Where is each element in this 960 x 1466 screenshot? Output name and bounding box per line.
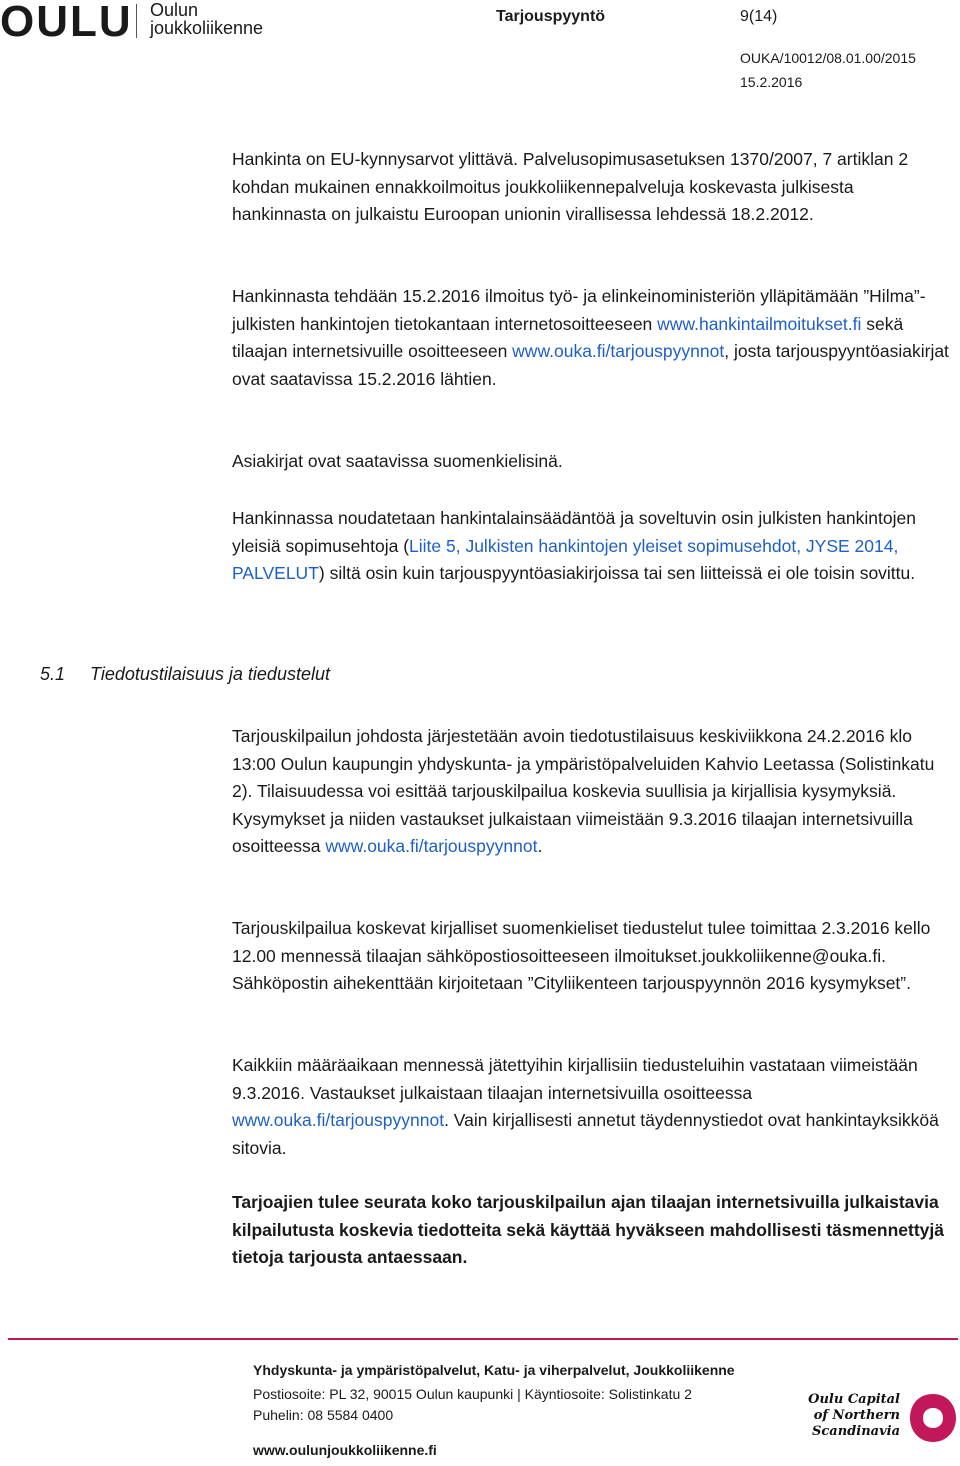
footer-phone: Puhelin: 08 5584 0400 [253, 1407, 394, 1423]
ouka-tarjouspyynnot-link[interactable]: www.ouka.fi/tarjouspyynnot [232, 1110, 445, 1130]
ouka-tarjouspyynnot-link[interactable]: www.ouka.fi/tarjouspyynnot [512, 341, 725, 361]
logo-divider [136, 4, 137, 38]
attachment-5-link[interactable]: Liite 5, Julkisten hankintojen yleiset sopimusehdot, JYSE 2014, PALVELUT [232, 535, 899, 583]
paragraph-text: Tarjoajien tulee seurata koko tarjouskilpailun ajan tilaajan internetsivuilla julkaistavia kilpailutusta koskevia tiedotteita sekä käyttää hyväkseen mahdollisesti täsmennettyjä tietoja tarjousta antaessaan. [232, 1192, 944, 1267]
paragraph-text: Tarjouskilpailun johdosta järjestetään avoin tiedotustilaisuus keskiviikkona 24.2.2016 klo 13:00 Oulun kaupungin yhdyskunta- ja ympäristöpalveluiden Kahvio Leetassa (Solistinkatu 2). Tilaisuudessa voi esittää tarjouskilpailua koskevia suullisia ja kirjallisia kysymyksiä. Kysymykset ja niiden vastaukset julkaistaan viimeistään 9.3.2016 tilaajan internetsivuilla osoitteessa [232, 726, 935, 856]
paragraph-text: Kaikkiin määräaikaan mennessä jätettyihin kirjallisiin tiedusteluihin vastataan viimeistään 9.3.2016. Vastaukset julkaistaan tilaajan internetsivuilla osoitteessa [232, 1055, 918, 1103]
footer-department: Yhdyskunta- ja ympäristöpalvelut, Katu- ja viherpalvelut, Joukkoliikenne [253, 1362, 735, 1378]
paragraph-written-inquiries [232, 915, 952, 998]
slogan-line3: Scandinavia [812, 1424, 900, 1439]
paragraph-text: Hankinta on EU-kynnysarvot ylittävä. Palvelusopimusasetuksen 1370/2007, 7 artiklan 2 kohdan mukainen ennakkoilmoitus joukkoliikennepalveluja koskevasta julkisesta hankinnasta on julkaistu Euroopan unionin virallisessa lehdessä 18.2.2012. [232, 149, 909, 224]
paragraph-hilma-notice [232, 283, 952, 393]
footer-website[interactable]: www.oulunjoukkoliikenne.fi [253, 1442, 437, 1458]
paragraph-eu-threshold [232, 146, 952, 229]
oulu-o-icon [908, 1390, 958, 1444]
section-number: 5.1 [40, 664, 66, 684]
footer-divider [8, 1338, 958, 1340]
footer-address: Postiosoite: PL 32, 90015 Oulun kaupunki | Käyntiosoite: Solistinkatu 2 [253, 1386, 692, 1402]
paragraph-text: Hankinnasta tehdään 15.2.2016 ilmoitus työ- ja elinkeinoministeriön ylläpitämään ”Hilma”-julkisten hankintojen tietokantaan internetosoitteeseen [232, 286, 926, 334]
logo-subtitle-line1: Oulun [150, 0, 199, 20]
hankintailmoitukset-link[interactable]: www.hankintailmoitukset.fi [657, 313, 862, 334]
paragraph-text: sekä tilaajan internetsivuille osoitteeseen [232, 313, 904, 361]
logo-subtitle-line2: joukkoliikenne [150, 18, 264, 38]
ouka-tarjouspyynnot-link[interactable]: www.ouka.fi/tarjouspyynnot [325, 836, 538, 856]
paragraph-language [232, 448, 952, 476]
paragraph-text: Tarjouskilpailua koskevat kirjalliset suomenkieliset tiedustelut tulee toimittaa 2.3.2016 kello 12.00 mennessä tilaajan sähköpostiosoitteeseen ilmoitukset.joukkoliikenne@ouka.fi. Sähköpostin aihekenttään kirjoitetaan ”Cityliikenteen tarjouspyynnön 2016 kysymykset”. [232, 918, 931, 993]
paragraph-text: Asiakirjat ovat saatavissa suomenkielisinä. [232, 451, 563, 471]
paragraph-text: . Vain kirjallisesti annetut täydennystiedot ovat hankintayksikköä sitovia. [232, 1110, 939, 1158]
reference-number: OUKA/10012/08.01.00/2015 [740, 50, 916, 66]
slogan-line1: Oulu Capital [808, 1392, 900, 1407]
page-number: 9(14) [740, 8, 778, 25]
paragraph-legislation [232, 505, 952, 588]
document-title: Tarjouspyyntö [496, 8, 606, 25]
slogan-line2: of Northern [813, 1408, 900, 1423]
document-date: 15.2.2016 [740, 74, 803, 90]
paragraph-answers [232, 1052, 952, 1162]
paragraph-text: Hankinnassa noudatetaan hankintalainsäädäntöä ja soveltuvin osin julkisten hankintojen yleisiä sopimusehtoja ( [232, 508, 916, 556]
paragraph-text: , josta tarjouspyyntöasiakirjat ovat saatavissa 15.2.2016 lähtien. [232, 341, 949, 389]
paragraph-info-session [232, 723, 952, 861]
paragraph-text: . [537, 836, 543, 856]
oulu-logo: OULU [0, 0, 133, 46]
paragraph-bidder-notice [232, 1189, 952, 1272]
paragraph-text: ) siltä osin kuin tarjouspyyntöasiakirjoissa tai sen liitteissä ei ole toisin sovittu. [318, 563, 916, 583]
section-title: Tiedotustilaisuus ja tiedustelut [90, 664, 330, 684]
oulu-capital-logo [808, 1388, 958, 1450]
